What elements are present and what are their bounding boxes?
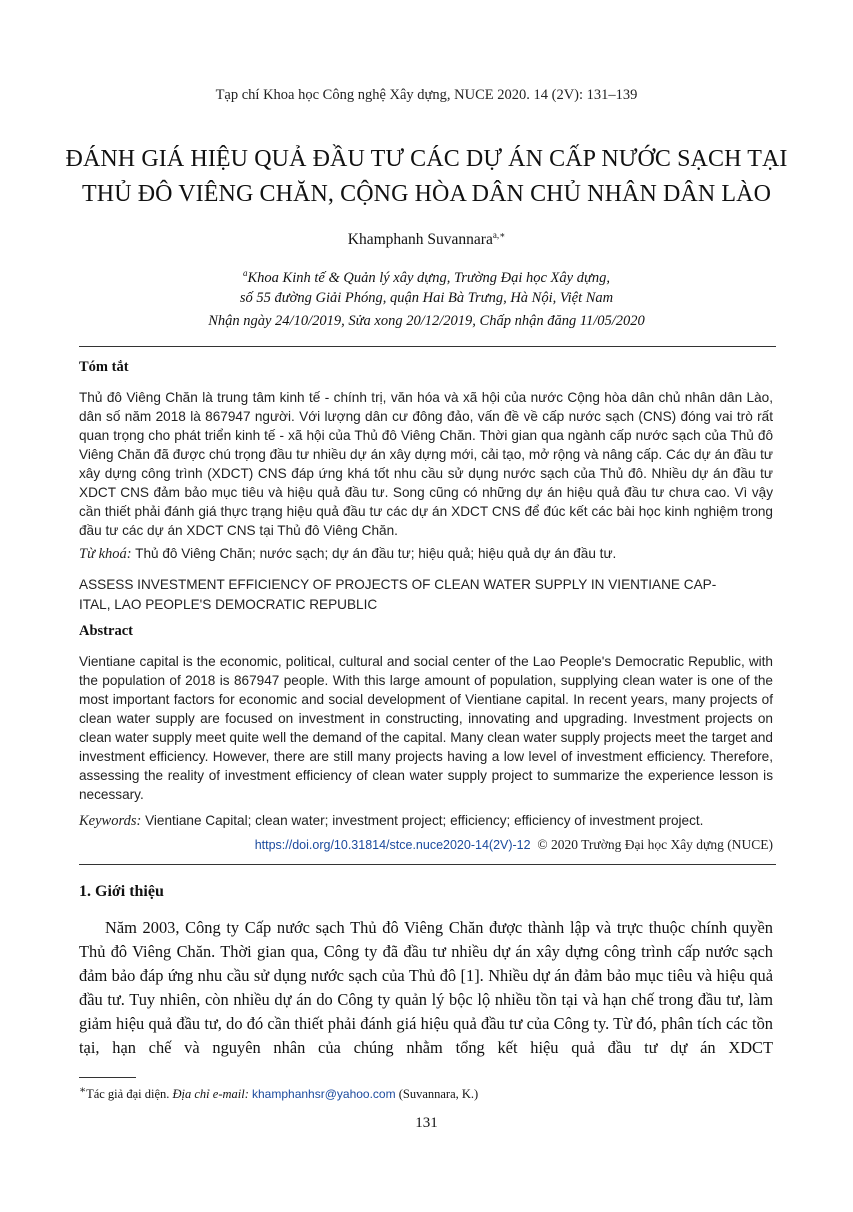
top-rule xyxy=(79,346,776,347)
title-line-2: THỦ ĐÔ VIÊNG CHĂN, CỘNG HÒA DÂN CHỦ NHÂN DÂN LÀO xyxy=(82,181,771,207)
abstract-en-text: Vientiane capital is the economic, political, cultural and social center of the Lao People's Democratic Republic, with the population of 2018 is 867947 people. With this large amount of population, supplying clean water is one of the most important factors for economic and social development of Vientiane capital. In recent years, many projects of clean water supply are focused on investment in constructing, innovating and upgrading. Investment projects on clean water supply meet quite well the demand of the capital. Many clean water supply projects meet the target and investment efficiency. However, there are still many projects having a low level of investment efficiency. Therefore, assessing the reality of investment efficiency of clean water supply project to summarize the experience lesson is necessary. xyxy=(79,654,773,802)
keywords-en-text: Vientiane Capital; clean water; investment project; efficiency; efficiency of investment project. xyxy=(145,813,704,828)
section-1-body: Năm 2003, Công ty Cấp nước sạch Thủ đô Viêng Chăn được thành lập và trực thuộc chính quyền Thủ đô Viêng Chăn. Thời gian qua, Công ty đã đầu tư nhiều dự án xây dựng công trình cấp nước sạch đảm bảo đáp ứng nhu cầu sử dụng nước sạch của Thủ đô [1]. Nhiều dự án đảm bảo mục tiêu và hiệu quả đầu tư. Tuy nhiên, còn nhiều dự án do Công ty quản lý bộc lộ nhiều tồn tại và hạn chế trong đầu tư, làm giảm hiệu quả đầu tư, do đó cần thiết phải đánh giá hiệu quả đầu tư của Công ty. Từ đó, phân tích các tồn tại, hạn chế và nguyên nhân của chúng nhằm tổng kết hiệu quả đầu tư dự án XDCT xyxy=(79,918,773,1057)
section-1-heading: 1. Giới thiệu xyxy=(79,883,164,900)
footnote xyxy=(79,1084,478,1102)
keywords-vi-text: Thủ đô Viêng Chăn; nước sạch; dự án đầu tư; hiệu quả; hiệu quả dự án đầu tư. xyxy=(135,546,617,561)
paper-title xyxy=(0,142,853,212)
affiliation xyxy=(0,263,853,308)
footnote-label: Tác giả đại diện. xyxy=(86,1087,170,1102)
abstract-vi-text: Thủ đô Viêng Chăn là trung tâm kinh tế - chính trị, văn hóa và xã hội của nước Cộng hòa dân chủ nhân dân Lào, dân số năm 2018 là 867947 người. Với lượng dân cư đông đảo, vấn đề về cấp nước sạch (CNS) đóng vai trò rất quan trọng cho phát triển kinh tế - xã hội của Thủ đô Viêng Chăn. Thời gian qua ngành cấp nước sạch của Thủ đô Viêng Chăn đã được chú trọng đầu tư nhiều dự án xây dựng mới, cải tạo, mở rộng và nâng cấp. Các dự án đầu tư xây dựng công trình (XDCT) CNS đáp ứng khá tốt nhu cầu sử dụng nước sạch của Thủ đô. Nhiều dự án đầu tư XDCT CNS đảm bảo mục tiêu và hiệu quả đầu tư. Song cũng có những dự án hiệu quả đầu tư chưa cao. Vì vậy cần thiết phải đánh giá thực trạng hiệu quả đầu tư các dự án XDCT CNS để đúc kết các bài học kinh nghiệm trong đầu tư các dự án XDCT CNS tại Thủ đô Viêng Chăn. xyxy=(79,390,773,538)
footnote-rule xyxy=(79,1077,136,1078)
keywords-en xyxy=(79,813,773,830)
footnote-email-label: Địa chỉ e-mail: xyxy=(172,1087,249,1102)
copyright: © 2020 Trường Đại học Xây dựng (NUCE) xyxy=(537,837,773,852)
page-number: 131 xyxy=(415,1115,438,1131)
abstract-vi-heading: Tóm tắt xyxy=(79,359,129,375)
footnote-suffix: (Suvannara, K.) xyxy=(398,1087,479,1102)
keywords-vi-label: Từ khoá: xyxy=(79,546,132,562)
affiliation-line-2: số 55 đường Giải Phóng, quận Hai Bà Trưng, Hà Nội, Việt Nam xyxy=(239,290,614,306)
english-title-line-2: ITAL, LAO PEOPLE'S DEMOCRATIC REPUBLIC xyxy=(79,597,378,612)
journal-header: Tạp chí Khoa học Công nghệ Xây dựng, NUCE 2020. 14 (2V): 131–139 xyxy=(215,87,638,103)
english-title-line-1: ASSESS INVESTMENT EFFICIENCY OF PROJECTS OF CLEAN WATER SUPPLY IN VIENTIANE CAP- xyxy=(79,577,717,592)
affiliation-line-1: $^a$Khoa Kinh tế & Quản lý xây dựng, Trường Đại học Xây dựng, xyxy=(242,268,611,286)
footnote-marker: ∗ xyxy=(79,1085,87,1096)
submission-dates: Nhận ngày 24/10/2019, Sửa xong 20/12/2019, Chấp nhận đăng 11/05/2020 xyxy=(208,313,645,329)
keywords-vi xyxy=(79,546,773,563)
doi-line xyxy=(79,837,773,853)
abstract-en-heading: Abstract xyxy=(79,623,133,639)
keywords-en-label: Keywords: xyxy=(79,813,142,829)
affiliation-marker: a xyxy=(242,268,248,278)
author xyxy=(0,230,853,249)
author-marker: a,∗ xyxy=(492,230,506,240)
english-title xyxy=(79,575,775,615)
bottom-rule xyxy=(79,864,776,865)
footnote-email-link[interactable]: khamphanhsr@yahoo.com xyxy=(252,1087,396,1102)
doi-link[interactable]: https://doi.org/10.31814/stce.nuce2020-14(2V)-12 xyxy=(254,838,531,852)
title-line-1: ĐÁNH GIÁ HIỆU QUẢ ĐẦU TƯ CÁC DỰ ÁN CẤP NƯỚC SẠCH TẠI xyxy=(65,146,788,172)
author-name: Khamphanh Suvannara xyxy=(347,231,493,248)
